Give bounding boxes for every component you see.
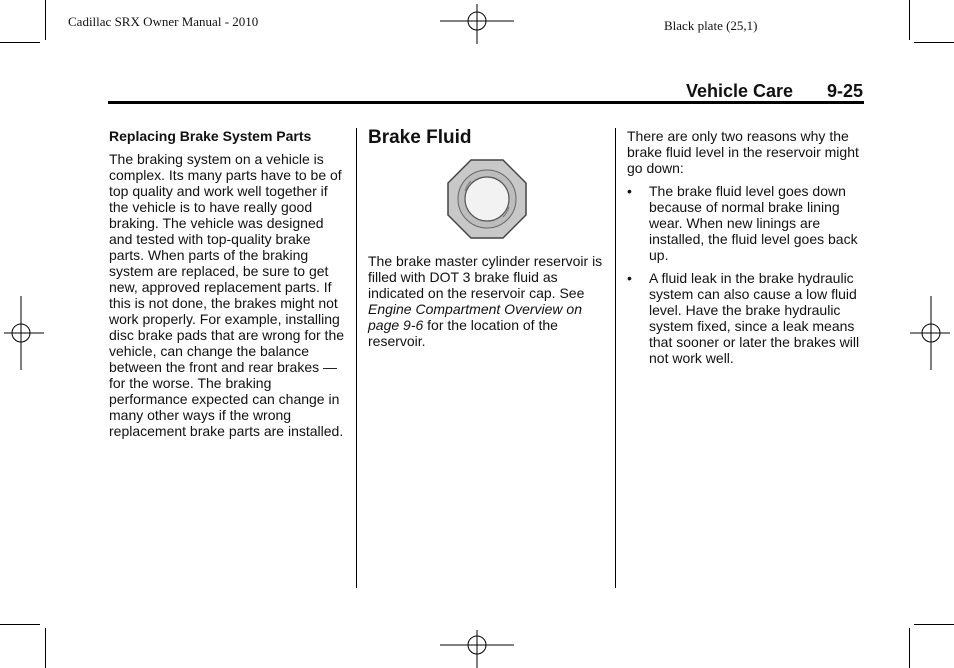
- column-1: [109, 128, 349, 439]
- list-item: [627, 270, 867, 366]
- crop-mark: [909, 628, 910, 668]
- list-item-text: A fluid leak in the brake hydraulic system can also cause a low fluid level. Have the brake hydraulic system fixed, since a leak means that sooner or later the brakes will not work well.: [649, 270, 860, 366]
- page-number: 9-25: [827, 81, 864, 101]
- column-2: [368, 128, 604, 349]
- brake-fluid-reservoir-cap-icon: [447, 159, 527, 239]
- bullet-icon: •: [627, 183, 632, 199]
- crop-mark: [914, 624, 954, 625]
- registration-mark-left-icon: [4, 296, 44, 370]
- registration-mark-top-icon: [440, 4, 514, 44]
- header-rule: [108, 101, 864, 104]
- registration-mark-bottom-icon: [440, 630, 514, 668]
- brake-fluid-text-end: for the location of the reservoir.: [368, 317, 558, 349]
- column-3: [627, 128, 867, 366]
- crop-mark: [0, 42, 40, 43]
- cross-reference-link[interactable]: Engine Compartment Overview on page 9-6: [368, 301, 582, 333]
- list-item: [627, 183, 867, 263]
- column-divider: [356, 128, 357, 588]
- brake-fluid-text: The brake master cylinder reservoir is filled with DOT 3 brake fluid as indicated on the reservoir cap. See: [368, 253, 603, 301]
- paragraph-brake-fluid: [368, 253, 604, 349]
- registration-mark-right-icon: [910, 296, 950, 370]
- heading-brake-fluid: Brake Fluid: [368, 127, 472, 148]
- paragraph-fluid-level-intro: There are only two reasons why the brake fluid level in the reservoir might go down:: [627, 128, 859, 176]
- crop-mark: [909, 0, 910, 40]
- print-header-left: Cadillac SRX Owner Manual - 2010: [68, 14, 259, 29]
- crop-mark: [914, 42, 954, 43]
- subheading-replacing-brake-parts: Replacing Brake System Parts: [109, 128, 312, 144]
- print-header-right: Black plate (25,1): [664, 18, 758, 33]
- paragraph-brake-parts: The braking system on a vehicle is complex. Its many parts have to be of top quality and work well together if the vehicle is to have really good braking. The vehicle was designed and tested with top-quality brake parts. When parts of the braking system are replaced, be sure to get new, approved replacement parts. If this is not done, the brakes might not work properly. For example, installing disc brake pads that are wrong for the vehicle, can change the balance between the front and rear brakes — for the worse. The braking performance expected can change in many other ways if the wrong replacement brake parts are installed.: [109, 151, 345, 439]
- crop-mark: [0, 624, 40, 625]
- crop-mark: [45, 0, 46, 40]
- crop-mark: [45, 628, 46, 668]
- bullet-icon: •: [627, 270, 632, 286]
- list-item-text: The brake fluid level goes down because of normal brake lining wear. When new linings are installed, the fluid level goes back up.: [649, 183, 858, 263]
- section-title: Vehicle Care: [686, 81, 794, 101]
- column-divider: [615, 128, 616, 588]
